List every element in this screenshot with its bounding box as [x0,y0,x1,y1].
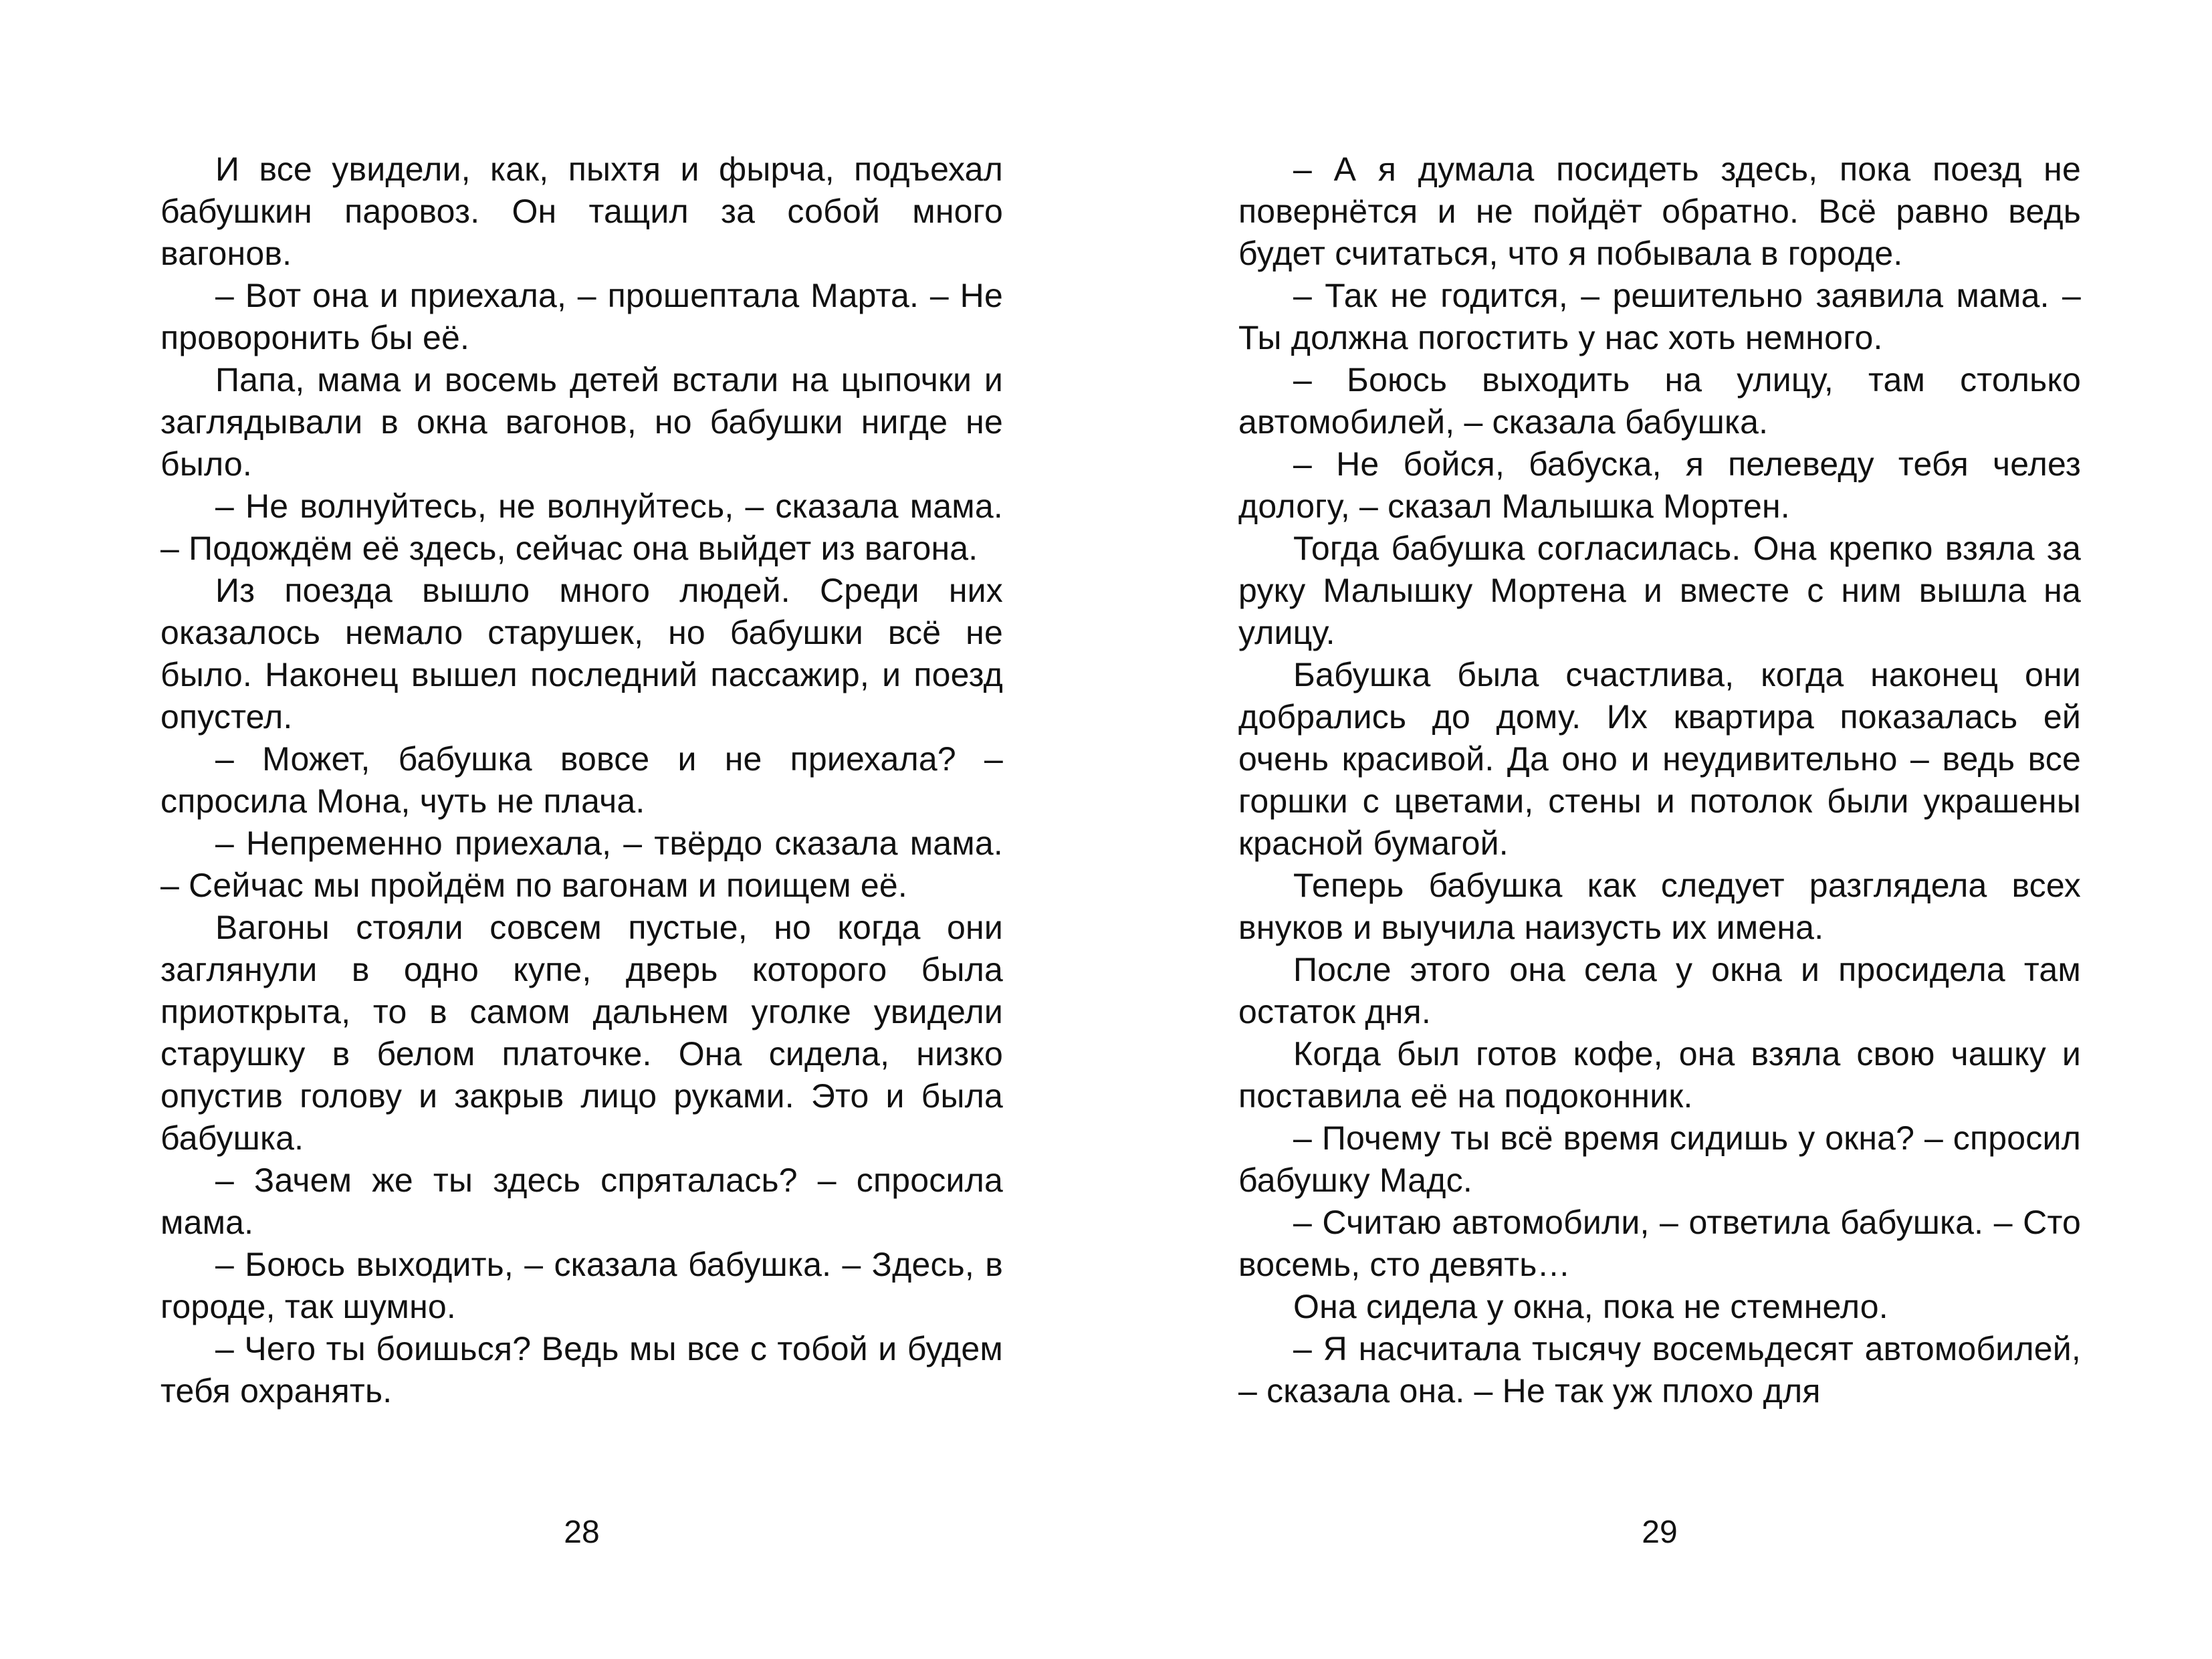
paragraph: После этого она села у окна и просидела там остаток дня. [1238,951,2081,1030]
paragraph: – А я думала посидеть здесь, пока поезд не повернётся и не пойдёт обратно. Всё равно ведь будет считаться, что я побывала в городе. [1238,150,2081,272]
paragraph: – Не волнуйтесь, не волнуйтесь, – сказала мама. – Подождём её здесь, сейчас она выйдет из вагона. [160,487,1003,567]
left-page-text [160,148,1003,1412]
paragraph: – Не бойся, бабуска, я пелеведу тебя челез дологу, – сказал Малышка Мортен. [1238,445,2081,525]
paragraph: – Зачем же ты здесь спряталась? – спросила мама. [160,1162,1003,1241]
paragraph: – Непременно приехала, – твёрдо сказала мама. – Сейчас мы пройдём по вагонам и поищем её. [160,824,1003,904]
paragraph: – Почему ты всё время сидишь у окна? – спросил бабушку Мадс. [1238,1119,2081,1199]
page-number: 29 [1642,1515,1678,1550]
paragraph: – Боюсь выходить, – сказала бабушка. – Здесь, в городе, так шумно. [160,1246,1003,1325]
paragraph: – Боюсь выходить на улицу, там столько автомобилей, – сказала бабушка. [1238,361,2081,441]
paragraph: Вагоны стояли совсем пустые, но когда они заглянули в одно купе, дверь которого была приоткрыта, то в самом дальнем уголке увидели старушку в белом платочке. Она сидела, низко опустив голову и закрыв лицо руками. Это и была бабушка. [160,909,1003,1157]
paragraph: – Я насчитала тысячу восемьдесят автомобилей, – сказала она. – Не так уж плохо для [1238,1330,2081,1410]
paragraph: Тогда бабушка согласилась. Она крепко взяла за руку Малышку Мортена и вместе с ним вышла на улицу. [1238,530,2081,651]
right-page [1106,0,2212,1659]
paragraph: Когда был готов кофе, она взяла свою чашку и поставила её на подоконник. [1238,1035,2081,1115]
paragraph: – Так не годится, – решительно заявила мама. – Ты должна погостить у нас хоть немного. [1238,277,2081,356]
paragraph: Теперь бабушка как следует разглядела всех внуков и выучила наизусть их имена. [1238,867,2081,946]
paragraph: Она сидела у окна, пока не стемнело. [1293,1288,1888,1325]
paragraph: – Чего ты боишься? Ведь мы все с тобой и будем тебя охранять. [160,1330,1003,1410]
paragraph: Папа, мама и восемь детей встали на цыпочки и заглядывали в окна вагонов, но бабушки нигде не было. [160,361,1003,483]
paragraph: – Может, бабушка вовсе и не приехала? – спросила Мона, чуть не плача. [160,740,1003,820]
paragraph: – Вот она и приехала, – прошептала Марта. – Не проворонить бы её. [160,277,1003,356]
paragraph: Из поезда вышло много людей. Среди них оказалось немало старушек, но бабушки всё не было. Наконец вышел последний пассажир, и поезд опустел. [160,572,1003,736]
paragraph: Бабушка была счастлива, когда наконец они добрались до дому. Их квартира показалась ей очень красивой. Да оно и неудивительно – ведь все горшки с цветами, стены и потолок были украшены красной бумагой. [1238,656,2081,862]
right-page-text [1238,148,2081,1412]
page-number: 28 [564,1515,600,1550]
paragraph: – Считаю автомобили, – ответила бабушка. – Сто восемь, сто девять… [1238,1204,2081,1283]
paragraph: И все увидели, как, пыхтя и фырча, подъехал бабушкин паровоз. Он тащил за собой много вагонов. [160,150,1003,272]
